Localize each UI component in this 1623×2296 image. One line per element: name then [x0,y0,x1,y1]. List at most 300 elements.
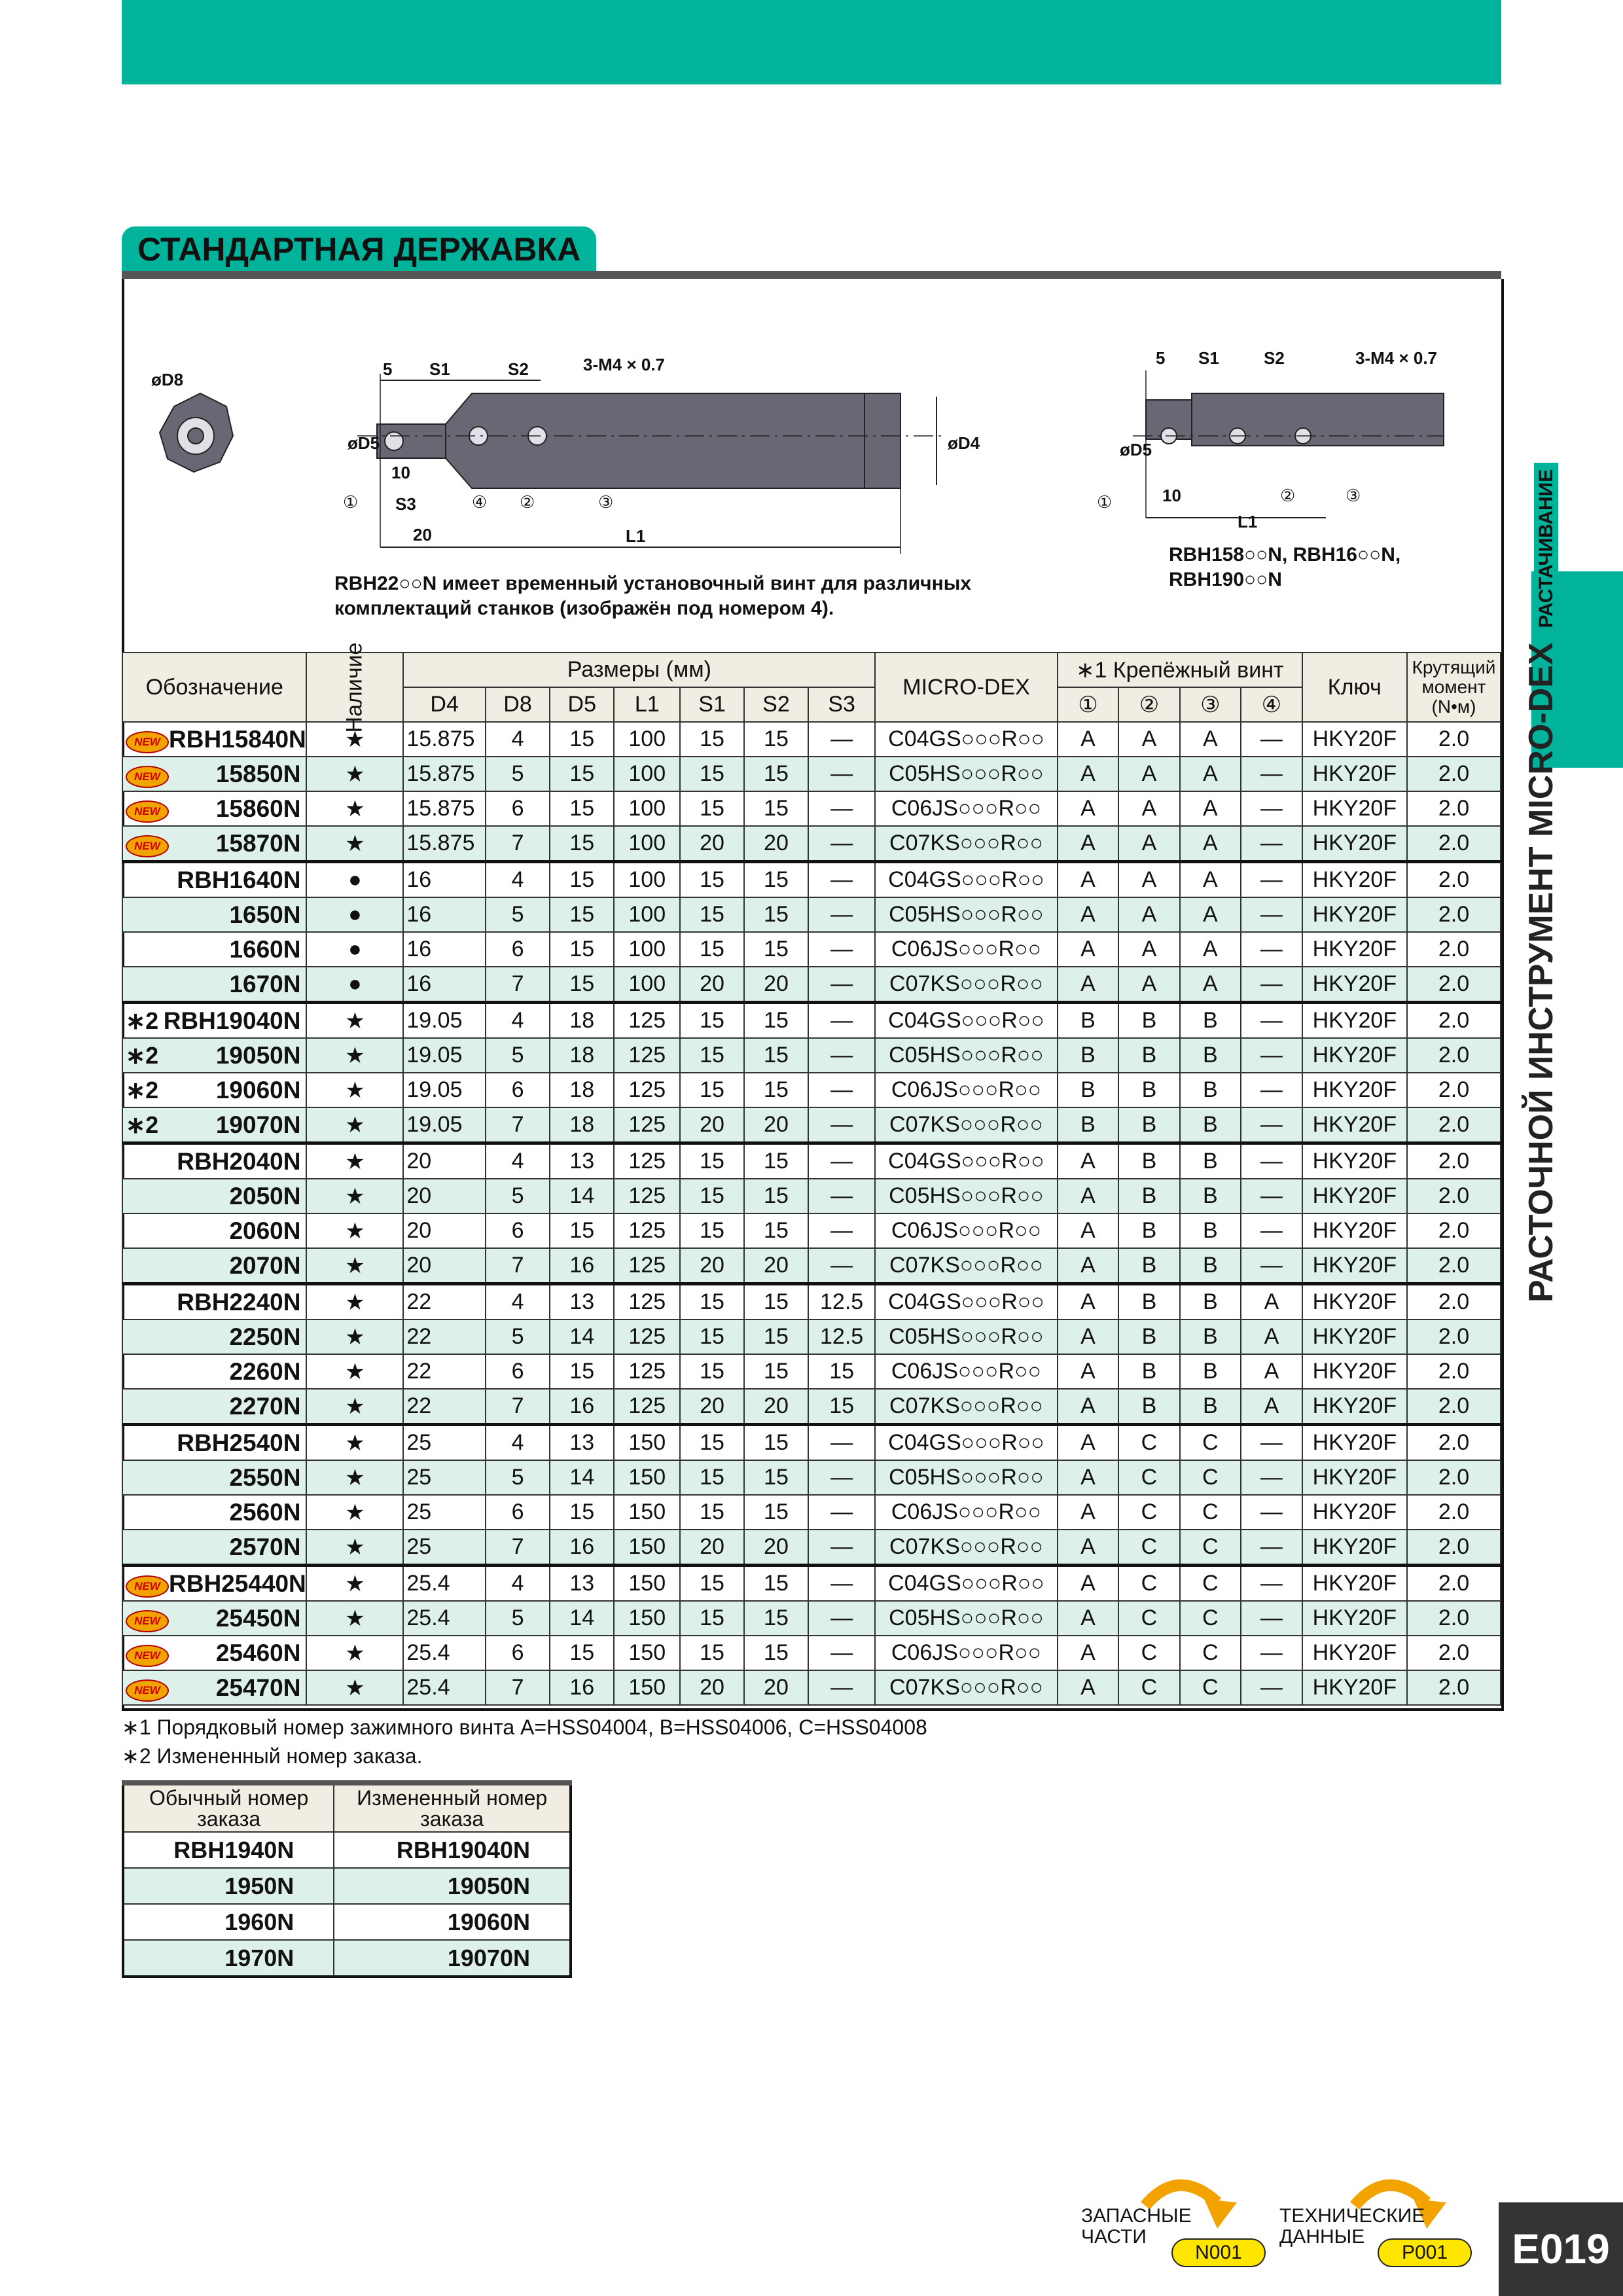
cell-key: HKY20F [1302,1143,1407,1179]
designation-text: 25460N [215,1639,301,1666]
order-new: RBH19040N [334,1832,571,1868]
cell-d: — [1241,1495,1302,1530]
cell-b: A [1118,826,1179,862]
cell-md: C05HS○○○R○○ [875,757,1058,791]
cell-b: A [1118,862,1179,898]
cell-d4: 15.875 [403,826,486,862]
cell-designation [122,1284,306,1320]
cell-s1: 15 [680,862,744,898]
cell-d: — [1241,1107,1302,1143]
designation-text: RBH15840N [169,725,306,753]
cell-s1: 15 [680,791,744,826]
cell-l1: 100 [614,862,680,898]
designation-text: 1660N [229,935,301,963]
table-row [122,1530,1501,1566]
drawing-label-l1: L1 [626,526,646,546]
cell-md: C04GS○○○R○○ [875,1143,1058,1179]
cell-d5: 15 [550,1354,614,1389]
cell-s2: 15 [744,897,808,932]
cell-s3: — [808,1495,875,1530]
table-row [122,1003,1501,1039]
header-s1: S1 [680,687,744,722]
cell-stock: ★ [306,1003,403,1039]
cell-md: C07KS○○○R○○ [875,1107,1058,1143]
cell-md: C04GS○○○R○○ [875,722,1058,757]
cell-b: C [1118,1495,1179,1530]
cell-designation [122,1425,306,1461]
table-row [122,1460,1501,1495]
cell-stock: ● [306,897,403,932]
cell-s2: 15 [744,1460,808,1495]
cell-a: A [1058,791,1118,826]
order-number-change-table [122,1780,572,1978]
cell-a: A [1058,1495,1118,1530]
cell-d: — [1241,1460,1302,1495]
cell-s3: — [808,1107,875,1143]
cell-s1: 20 [680,1248,744,1284]
cell-tq: 2.0 [1407,1143,1501,1179]
designation-text: 2070N [229,1251,301,1279]
cell-stock: ★ [306,826,403,862]
cell-s1: 15 [680,1495,744,1530]
cell-designation [122,1143,306,1179]
cell-d4: 22 [403,1389,486,1425]
cell-key: HKY20F [1302,932,1407,967]
cell-key: HKY20F [1302,757,1407,791]
cell-d5: 14 [550,1601,614,1636]
cell-s1: 15 [680,1566,744,1602]
cell-d8: 4 [486,1003,550,1039]
new-badge-icon: NEW [126,1610,169,1632]
header-d4: D4 [403,687,486,722]
designation-text: 15850N [215,760,301,787]
cell-stock: ★ [306,1389,403,1425]
cell-designation [122,757,306,791]
table-row [122,791,1501,826]
order-new: 19060N [334,1904,571,1940]
cell-d8: 5 [486,1038,550,1073]
cell-l1: 125 [614,1179,680,1213]
cell-b: C [1118,1601,1179,1636]
cell-b: A [1118,897,1179,932]
cell-s1: 15 [680,897,744,932]
cell-d: — [1241,1143,1302,1179]
cell-d5: 13 [550,1425,614,1461]
cell-d: — [1241,1601,1302,1636]
header-stock-text: Наличие [342,642,367,732]
cell-c: A [1180,897,1241,932]
cell-b: A [1118,967,1179,1003]
cell-d: — [1241,1003,1302,1039]
cell-l1: 125 [614,1038,680,1073]
cell-s3: — [808,932,875,967]
cell-s2: 15 [744,757,808,791]
cell-l1: 100 [614,791,680,826]
new-badge-icon: NEW [126,1679,169,1702]
cell-tq: 2.0 [1407,722,1501,757]
cell-d8: 5 [486,757,550,791]
cell-tq: 2.0 [1407,1601,1501,1636]
cell-s1: 15 [680,1284,744,1320]
cell-d4: 19.05 [403,1107,486,1143]
table-row [122,826,1501,862]
designation-text: 15870N [215,829,301,857]
cell-s2: 15 [744,1425,808,1461]
cell-a: A [1058,1636,1118,1670]
cell-tq: 2.0 [1407,1248,1501,1284]
cell-designation [122,1107,306,1143]
designation-text: 2570N [229,1533,301,1560]
cell-a: B [1058,1038,1118,1073]
cell-c: C [1180,1460,1241,1495]
cell-md: C04GS○○○R○○ [875,862,1058,898]
cell-l1: 125 [614,1073,680,1107]
cell-d: A [1241,1319,1302,1354]
cell-d8: 6 [486,932,550,967]
cell-l1: 125 [614,1107,680,1143]
cell-d8: 7 [486,826,550,862]
cell-d: A [1241,1389,1302,1425]
caption-right-line2: RBH190○○N [1169,569,1282,590]
drawing-right-label-thread: 3-M4 × 0.7 [1355,348,1438,368]
cell-l1: 150 [614,1636,680,1670]
cell-s3: — [808,862,875,898]
cell-a: A [1058,1143,1118,1179]
cell-s3: — [808,1179,875,1213]
cell-d4: 19.05 [403,1073,486,1107]
caption-left-line1: RBH22○○N имеет временный установочный винт для различных [334,573,972,594]
drawing-label-thread: 3-M4 × 0.7 [583,355,666,374]
cell-stock: ★ [306,1073,403,1107]
cell-key: HKY20F [1302,1425,1407,1461]
cell-l1: 125 [614,1003,680,1039]
designation-text: RBH25440N [169,1570,306,1597]
cell-d5: 15 [550,932,614,967]
cell-c: C [1180,1425,1241,1461]
cell-c: A [1180,967,1241,1003]
designation-text: 2550N [229,1463,301,1491]
cell-s1: 20 [680,967,744,1003]
cell-d4: 16 [403,932,486,967]
cell-d8: 4 [486,862,550,898]
cell-d4: 19.05 [403,1003,486,1039]
cell-l1: 150 [614,1495,680,1530]
cell-designation [122,1495,306,1530]
drawing-caption-left [334,571,971,621]
cell-l1: 150 [614,1460,680,1495]
cell-s3: — [808,1636,875,1670]
cell-l1: 125 [614,1389,680,1425]
cell-d: — [1241,967,1302,1003]
new-badge-icon: NEW [126,766,169,788]
cell-key: HKY20F [1302,1601,1407,1636]
cell-d5: 13 [550,1284,614,1320]
caption-right-line1: RBH158○○N, RBH16○○N, [1169,544,1401,565]
table-row [122,1495,1501,1530]
cell-b: B [1118,1003,1179,1039]
spare-parts-ref[interactable]: N001 [1171,2238,1266,2267]
cell-b: A [1118,791,1179,826]
cell-c: B [1180,1179,1241,1213]
cell-md: C07KS○○○R○○ [875,1389,1058,1425]
cell-a: B [1058,1003,1118,1039]
cell-s2: 15 [744,1636,808,1670]
footnote-marker: ∗2 [126,1111,159,1138]
cell-tq: 2.0 [1407,791,1501,826]
cell-b: B [1118,1107,1179,1143]
cell-l1: 100 [614,757,680,791]
cell-md: C05HS○○○R○○ [875,1601,1058,1636]
order-old: RBH1940N [123,1832,334,1868]
cell-a: A [1058,1670,1118,1705]
cell-md: C06JS○○○R○○ [875,1354,1058,1389]
cell-a: B [1058,1107,1118,1143]
cell-tq: 2.0 [1407,1460,1501,1495]
designation-text: 2260N [229,1357,301,1385]
cell-key: HKY20F [1302,1354,1407,1389]
cell-stock: ★ [306,1107,403,1143]
cell-d8: 4 [486,1566,550,1602]
cell-c: A [1180,932,1241,967]
cell-stock: ★ [306,1636,403,1670]
cell-a: A [1058,897,1118,932]
cell-stock: ★ [306,1319,403,1354]
cell-d5: 14 [550,1179,614,1213]
cell-s2: 20 [744,1670,808,1705]
cell-b: B [1118,1179,1179,1213]
cell-key: HKY20F [1302,1530,1407,1566]
cell-s2: 15 [744,1003,808,1039]
tech-data-ref[interactable]: P001 [1378,2238,1472,2267]
cell-s1: 20 [680,1107,744,1143]
new-badge-icon: NEW [126,835,169,857]
cell-d8: 7 [486,1107,550,1143]
cell-d5: 16 [550,1389,614,1425]
table-row [122,1179,1501,1213]
cell-key: HKY20F [1302,897,1407,932]
cell-a: A [1058,1213,1118,1248]
drawing-caption-right [1169,543,1400,592]
cell-s1: 15 [680,1460,744,1495]
order-new: 19070N [334,1940,571,1977]
table-row [122,1319,1501,1354]
cell-s1: 15 [680,1425,744,1461]
cell-d: — [1241,1566,1302,1602]
cell-md: C06JS○○○R○○ [875,791,1058,826]
cell-a: A [1058,1460,1118,1495]
cell-s3: — [808,1530,875,1566]
cell-stock: ★ [306,1213,403,1248]
cell-a: A [1058,1248,1118,1284]
cell-md: C05HS○○○R○○ [875,1319,1058,1354]
cell-c: B [1180,1389,1241,1425]
footnote-2: ∗2 Измененный номер заказа. [122,1744,423,1768]
cell-s3: — [808,722,875,757]
cell-c: A [1180,757,1241,791]
cell-key: HKY20F [1302,722,1407,757]
designation-text: RBH2240N [177,1288,301,1316]
page-number: E019 [1499,2202,1623,2296]
cell-d4: 20 [403,1213,486,1248]
cell-d5: 14 [550,1460,614,1495]
cell-tq: 2.0 [1407,897,1501,932]
cell-b: C [1118,1566,1179,1602]
cell-s2: 15 [744,1601,808,1636]
cell-stock: ★ [306,1530,403,1566]
new-badge-icon: NEW [126,800,169,823]
cell-d4: 16 [403,862,486,898]
cell-designation [122,1601,306,1636]
cell-s3: — [808,1670,875,1705]
cell-d8: 7 [486,1670,550,1705]
cell-d4: 20 [403,1248,486,1284]
cell-designation [122,967,306,1003]
cell-d5: 18 [550,1038,614,1073]
designation-text: 2560N [229,1498,301,1526]
new-badge-icon: NEW [126,1645,169,1667]
cell-d4: 22 [403,1284,486,1320]
table-row [122,757,1501,791]
cell-tq: 2.0 [1407,1530,1501,1566]
cell-s2: 15 [744,1354,808,1389]
header-d5: D5 [550,687,614,722]
technical-drawing [122,279,1501,652]
table-row [122,1566,1501,1602]
cell-d: — [1241,1248,1302,1284]
header-screw-3: ③ [1180,687,1241,722]
cell-c: B [1180,1038,1241,1073]
drawing-label-d8: øD8 [151,370,184,389]
cell-b: B [1118,1213,1179,1248]
cell-d: — [1241,932,1302,967]
table-row [122,1213,1501,1248]
cell-stock: ★ [306,1284,403,1320]
cell-s3: — [808,1003,875,1039]
drawing-callout-2: ② [520,492,535,512]
cell-d4: 22 [403,1354,486,1389]
cell-d5: 13 [550,1143,614,1179]
cell-s3: 15 [808,1354,875,1389]
cell-l1: 125 [614,1284,680,1320]
cell-s1: 15 [680,932,744,967]
cell-stock: ★ [306,1143,403,1179]
cell-s2: 15 [744,1566,808,1602]
cell-designation [122,932,306,967]
cell-s1: 15 [680,1073,744,1107]
cell-s2: 20 [744,1248,808,1284]
cell-l1: 150 [614,1670,680,1705]
cell-designation [122,1179,306,1213]
cell-d: A [1241,1284,1302,1320]
cell-d4: 19.05 [403,1038,486,1073]
cell-designation [122,1038,306,1073]
header-l1: L1 [614,687,680,722]
cell-tq: 2.0 [1407,1495,1501,1530]
cell-key: HKY20F [1302,1566,1407,1602]
cell-l1: 150 [614,1566,680,1602]
cell-l1: 125 [614,1143,680,1179]
cell-l1: 125 [614,1354,680,1389]
cell-key: HKY20F [1302,1248,1407,1284]
cell-s2: 15 [744,1495,808,1530]
cell-d: — [1241,1670,1302,1705]
cell-key: HKY20F [1302,826,1407,862]
cell-d5: 14 [550,1319,614,1354]
cell-stock: ★ [306,1460,403,1495]
order-new: 19050N [334,1868,571,1904]
spare-parts-line2: ЧАСТИ [1081,2226,1147,2248]
cell-d8: 6 [486,1213,550,1248]
cell-b: B [1118,1284,1179,1320]
designation-text: 2270N [229,1392,301,1420]
cell-designation [122,1530,306,1566]
cell-d8: 5 [486,1319,550,1354]
holder-spec-table [122,642,1501,1706]
cell-l1: 100 [614,722,680,757]
cell-s2: 15 [744,932,808,967]
cell-md: C05HS○○○R○○ [875,1179,1058,1213]
cell-md: C06JS○○○R○○ [875,1213,1058,1248]
cell-c: A [1180,862,1241,898]
header-microdex: MICRO-DEX [875,653,1058,722]
spare-parts-link[interactable] [1081,2206,1192,2248]
cell-designation [122,1566,306,1602]
cell-d4: 15.875 [403,791,486,826]
cell-s3: — [808,967,875,1003]
cell-d8: 4 [486,1284,550,1320]
cell-d8: 7 [486,1248,550,1284]
cell-s1: 15 [680,1319,744,1354]
cell-md: C07KS○○○R○○ [875,1248,1058,1284]
cell-l1: 150 [614,1601,680,1636]
cell-a: A [1058,862,1118,898]
cell-d: — [1241,791,1302,826]
tech-data-line2: ДАННЫЕ [1279,2226,1365,2248]
cell-s3: 12.5 [808,1284,875,1320]
cell-l1: 100 [614,967,680,1003]
table-row [122,1038,1501,1073]
tech-data-line1: ТЕХНИЧЕСКИЕ [1279,2205,1425,2227]
drawing-callout-3: ③ [598,492,614,512]
cell-stock: ● [306,967,403,1003]
cell-s2: 15 [744,862,808,898]
cell-key: HKY20F [1302,1003,1407,1039]
designation-text: RBH2040N [177,1147,301,1175]
cell-b: A [1118,932,1179,967]
drawing-label-20: 20 [413,525,432,545]
header-screw-1: ① [1058,687,1118,722]
cell-s3: — [808,1143,875,1179]
cell-tq: 2.0 [1407,1213,1501,1248]
table-row [122,1284,1501,1320]
drawing-right-label-d5: øD5 [1120,440,1152,459]
cell-key: HKY20F [1302,1038,1407,1073]
cell-d8: 5 [486,897,550,932]
cell-s2: 15 [744,1073,808,1107]
cell-md: C04GS○○○R○○ [875,1284,1058,1320]
cell-b: B [1118,1073,1179,1107]
drawing-label-s1: S1 [429,359,450,379]
drawing-right-label-5: 5 [1156,348,1166,368]
cell-s2: 15 [744,1319,808,1354]
cell-key: HKY20F [1302,1319,1407,1354]
cell-s1: 20 [680,1389,744,1425]
cell-key: HKY20F [1302,791,1407,826]
header-s3: S3 [808,687,875,722]
cell-md: C04GS○○○R○○ [875,1425,1058,1461]
cell-b: B [1118,1248,1179,1284]
cell-tq: 2.0 [1407,826,1501,862]
